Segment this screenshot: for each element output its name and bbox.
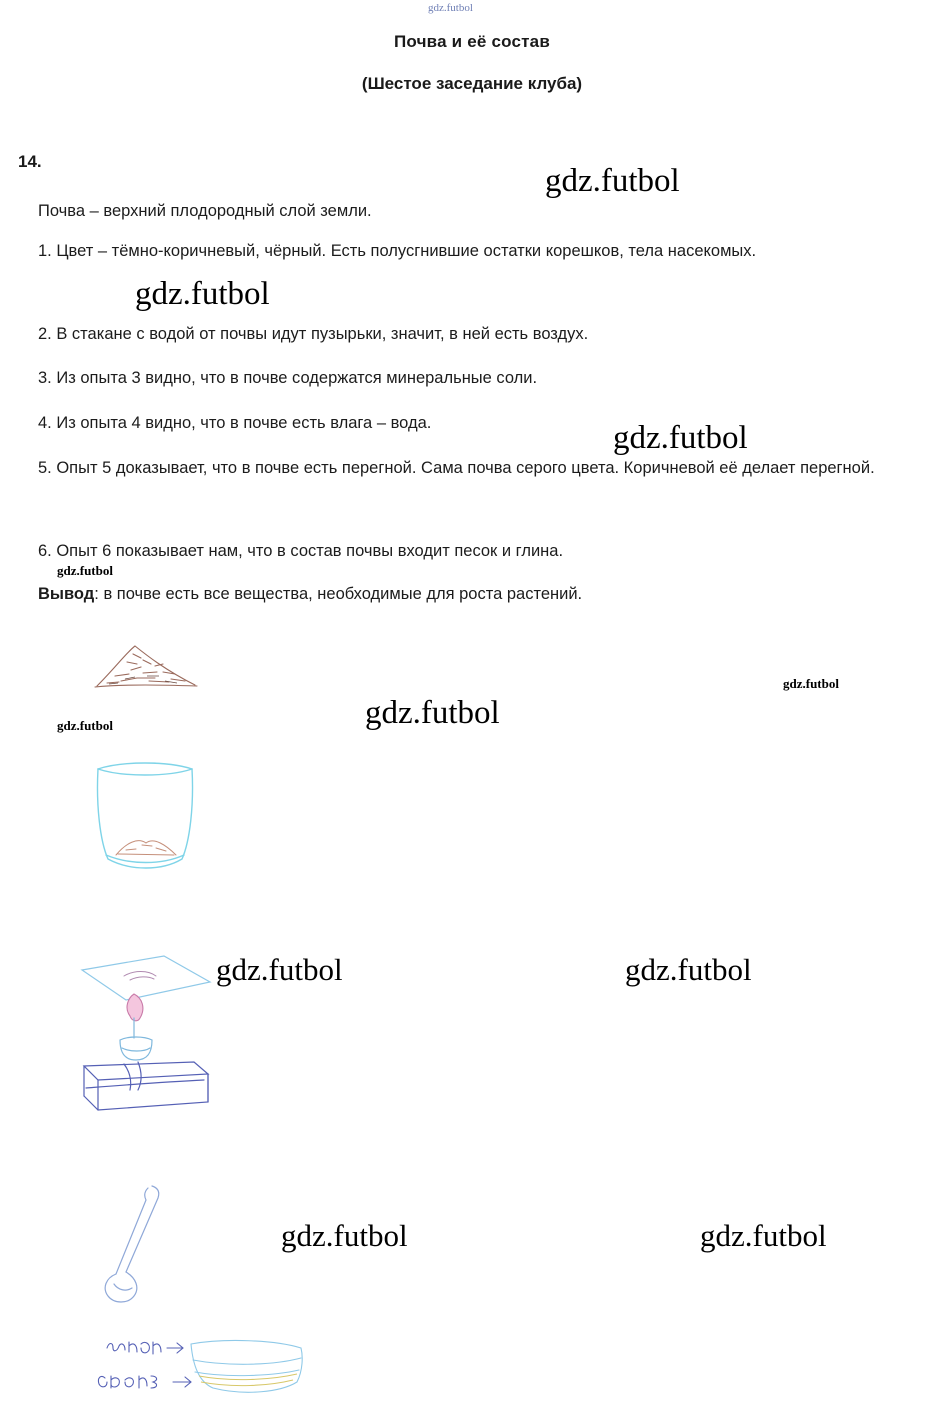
paragraph-intro: Почва – верхний плодородный слой земли. [38, 202, 372, 220]
watermark-10: gdz.futbol [281, 1218, 408, 1253]
paragraph-1: 1. Цвет – тёмно-коричневый, чёрный. Есть полусгнившие остатки корешков, тела насекомых. [38, 242, 757, 260]
candle-experiment-sketch [72, 940, 252, 1135]
watermark-2: gdz.futbol [135, 276, 270, 312]
paragraph-6: 6. Опыт 6 показывает нам, что в состав почвы входит песок и глина. [38, 542, 564, 560]
watermark-9: gdz.futbol [625, 952, 752, 987]
paragraph-5: 5. Опыт 5 доказывает, что в почве есть перегной. Сама почва серого цвета. Коричневой её делает перегной. [38, 459, 875, 477]
watermark-4: gdz.futbol [57, 563, 113, 578]
conclusion-label: Вывод [38, 585, 95, 603]
page-subtitle: (Шестое заседание клуба) [361, 74, 583, 93]
watermark-top: gdz.futbol [428, 2, 473, 14]
exercise-number: 14. [18, 152, 42, 171]
soil-pile-sketch [85, 640, 215, 700]
watermark-3: gdz.futbol [613, 420, 748, 456]
watermark-11: gdz.futbol [700, 1218, 827, 1253]
conclusion-text: : в почве есть все вещества, необходимые для роста растений. [94, 585, 583, 603]
page-title: Почва и её состав [394, 32, 550, 51]
watermark-5: gdz.futbol [783, 676, 839, 691]
spoon-sketch [90, 1180, 200, 1315]
watermark-6: gdz.futbol [365, 695, 500, 731]
conclusion-line [12, 583, 930, 607]
watermark-1: gdz.futbol [545, 163, 680, 199]
paragraph-3: 3. Из опыта 3 видно, что в почве содержатся минеральные соли. [38, 369, 538, 387]
paragraph-2: 2. В стакане с водой от почвы идут пузырьки, значит, в ней есть воздух. [38, 325, 589, 343]
paragraph-4: 4. Из опыта 4 видно, что в почве есть влага – вода. [38, 414, 432, 432]
glass-of-water-sketch [82, 755, 222, 890]
sand-clay-layers-sketch [95, 1330, 325, 1415]
watermark-7: gdz.futbol [57, 718, 113, 733]
watermark-8: gdz.futbol [216, 952, 343, 987]
